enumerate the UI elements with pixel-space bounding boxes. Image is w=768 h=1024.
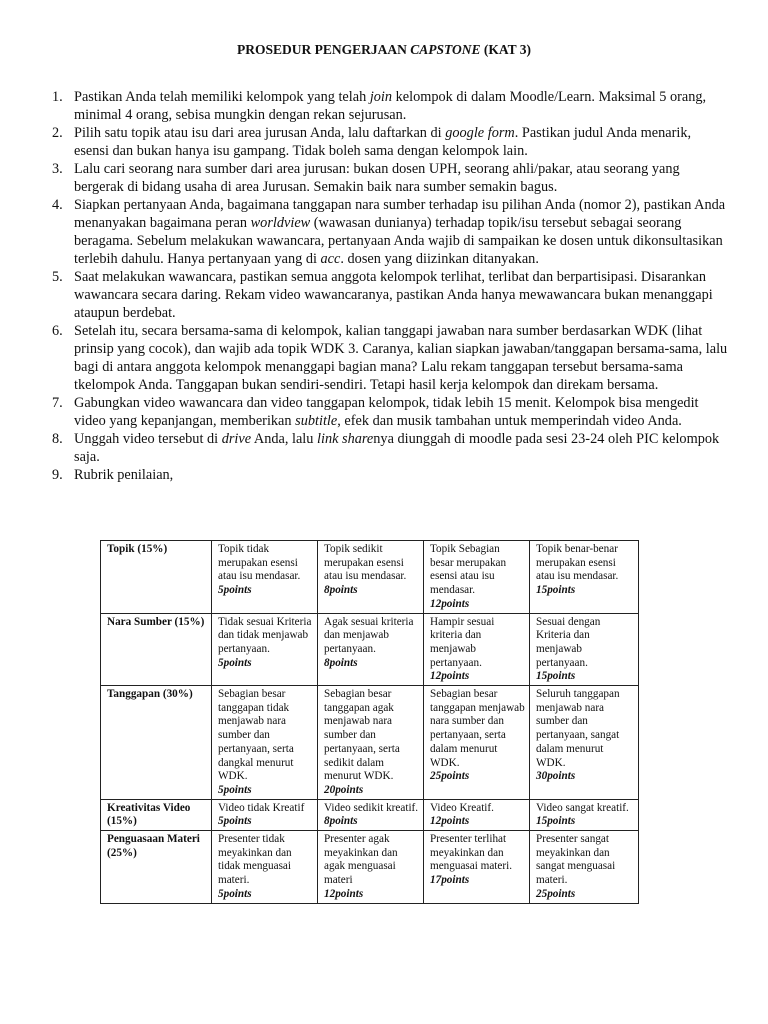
rubric-criterion: Topik (15%) <box>101 541 212 614</box>
rubric-cell-description: Tidak sesuai Kriteria dan tidak menjawab pertanyaan. <box>218 615 312 655</box>
rubric-cell-points: 15points <box>536 670 576 683</box>
rubric-cell-points: 25points <box>536 887 576 900</box>
rubric-row <box>101 831 639 904</box>
rubric-cell-description: Seluruh tanggapan menjawab nara sumber dan pertanyaan, sangat dalam menurut WDK. <box>536 688 620 769</box>
step-text: kelompok di dalam Moodle/Learn. Maksimal 5 orang, minimal 4 orang, sebisa mungkin dengan rekan sejurusan. <box>74 89 707 123</box>
rubric-cell-description: Topik benar-benar merupakan esensi atau isu mendasar. <box>536 543 619 583</box>
step-emphasis-text: subtitle <box>295 413 338 429</box>
procedure-step <box>38 322 728 394</box>
rubric-cell <box>424 799 530 830</box>
step-text: . dosen yang diizinkan ditanyakan. <box>340 251 539 267</box>
step-number: 3. <box>52 161 63 177</box>
step-emphasis-text: link share <box>317 431 374 447</box>
rubric-row <box>101 799 639 830</box>
rubric-cell <box>212 831 318 904</box>
step-emphasis-text: drive <box>221 431 252 447</box>
rubric-cell-description: Presenter sangat meyakinkan dan sangat menguasai materi. <box>536 833 616 887</box>
step-number: 8. <box>52 431 63 447</box>
rubric-cell <box>212 613 318 686</box>
rubric-cell-description: Presenter terlihat meyakinkan dan menguasai materi. <box>430 833 513 873</box>
rubric-cell <box>530 613 639 686</box>
procedure-step <box>38 196 728 268</box>
step-text: Unggah video tersebut di <box>74 431 222 447</box>
step-text: nya diunggah di moodle pada sesi 23-24 oleh PIC kelompok saja. <box>74 431 720 465</box>
rubric-cell-description: Presenter agak meyakinkan dan agak menguasai materi <box>324 833 398 887</box>
rubric-cell-description: Video Kreatif. <box>430 801 494 814</box>
rubric-cell-points: 15points <box>536 815 576 828</box>
step-text: Saat melakukan wawancara, pastikan semua anggota kelompok terlihat, terlibat dan berpartisipasi. Disarankan wawancara secara daring. Rekam video wawancaranya, pastikan Anda hanya mewawancara bukan menanggapi ataupun berdebat. <box>74 269 713 321</box>
rubric-cell-points: 8points <box>324 656 358 669</box>
step-number: 1. <box>52 89 63 105</box>
rubric-cell <box>318 799 424 830</box>
step-text: , efek dan musik tambahan untuk memperindah video Anda. <box>337 413 682 429</box>
rubric-cell-points: 5points <box>218 656 252 669</box>
rubric-cell-points: 5points <box>218 584 252 597</box>
step-text: Pilih satu topik atau isu dari area jurusan Anda, lalu daftarkan di <box>74 125 446 141</box>
procedure-step <box>38 160 728 196</box>
rubric-cell-points: 8points <box>324 584 358 597</box>
rubric-cell-description: Topik tidak merupakan esensi atau isu mendasar. <box>218 543 301 583</box>
procedure-step <box>38 394 728 430</box>
rubric-cell-description: Sesuai dengan Kriteria dan menjawab pertanyaan. <box>536 615 601 669</box>
rubric-criterion: Penguasaan Materi (25%) <box>101 831 212 904</box>
step-text: Rubrik penilaian, <box>74 467 174 483</box>
rubric-cell-points: 25points <box>430 770 470 783</box>
rubric-criterion: Kreativitas Video (15%) <box>101 799 212 830</box>
step-text: Siapkan pertanyaan Anda, bagaimana tanggapan nara sumber terhadap isu pilihan Anda (nomor 2), pastikan Anda menanyakan bagaimana peran <box>74 197 726 231</box>
rubric-row <box>101 541 639 614</box>
step-number: 6. <box>52 323 63 339</box>
title-emphasis: CAPSTONE <box>410 42 481 57</box>
rubric-cell <box>424 686 530 800</box>
rubric-cell-description: Video sangat kreatif. <box>536 801 629 814</box>
procedure-step <box>38 124 728 160</box>
step-text: (wawasan dunianya) terhadap topik/isu tersebut sebagai seorang beragama. Sebelum melakukan wawancara, pertanyaan Anda wajib di sampaikan ke dosen untuk dikonsultasikan terlebih dahulu. Hanya pertanyaan yang di <box>74 215 723 267</box>
rubric-criterion: Nara Sumber (15%) <box>101 613 212 686</box>
step-text: Setelah itu, secara bersama-sama di kelompok, kalian tanggapi jawaban nara sumber berdasarkan WDK (lihat prinsip yang cocok), dan wajib ada topik WDK 3. Caranya, kalian siapkan jawaban/tanggapan bersama-sama, lalu bagi di antara anggota kelompok menanggapi bagian mana? Lalu rekam tanggapan tersebut bersama-sama tkelompok Anda. Tanggapan bukan sendiri-sendiri. Tetapi hasil kerja kelompok dan direkam bersama. <box>74 323 728 393</box>
step-number: 2. <box>52 125 63 141</box>
rubric-cell <box>318 541 424 614</box>
rubric-cell-points: 5points <box>218 783 252 796</box>
step-number: 4. <box>52 197 63 213</box>
rubric-cell <box>212 799 318 830</box>
title-prefix: PROSEDUR PENGERJAAN <box>236 42 411 57</box>
rubric-cell <box>530 799 639 830</box>
rubric-cell <box>212 686 318 800</box>
rubric-cell <box>530 831 639 904</box>
rubric-cell <box>318 831 424 904</box>
step-emphasis-text: join <box>369 89 393 105</box>
step-emphasis-text: worldview <box>250 215 311 231</box>
step-text: Gabungkan video wawancara dan video tanggapan kelompok, tidak lebih 15 menit. Kelompok bisa mengedit video yang kepanjangan, memberikan <box>74 395 699 429</box>
rubric-row <box>101 686 639 800</box>
rubric-cell-points: 12points <box>430 597 470 610</box>
rubric-cell-description: Video tidak Kreatif <box>218 801 305 814</box>
rubric-cell-points: 5points <box>218 815 252 828</box>
rubric-cell-points: 5points <box>218 887 252 900</box>
rubric-cell-description: Video sedikit kreatif. <box>324 801 419 814</box>
rubric-cell-points: 20points <box>324 783 364 796</box>
rubric-cell-description: Topik Sebagian besar merupakan esensi atau isu mendasar. <box>430 543 507 597</box>
rubric-cell-points: 12points <box>430 815 470 828</box>
rubric-cell <box>318 686 424 800</box>
step-emphasis-text: acc <box>320 251 341 267</box>
title-suffix: (KAT 3) <box>480 42 532 57</box>
page-title <box>0 42 768 58</box>
rubric-cell-points: 8points <box>324 815 358 828</box>
procedure-steps-list <box>38 88 728 484</box>
step-number: 7. <box>52 395 63 411</box>
rubric-cell <box>212 541 318 614</box>
step-text: . Pastikan judul Anda menarik, esensi dan bukan hanya isu gampang. Tidak boleh sama dengan kelompok lain. <box>74 125 692 159</box>
procedure-step <box>38 268 728 322</box>
rubric-cell <box>530 541 639 614</box>
rubric-cell-description: Sebagian besar tanggapan menjawab nara sumber dan pertanyaan, serta dalam menurut WDK. <box>430 688 525 769</box>
rubric-cell-points: 15points <box>536 584 576 597</box>
rubric-cell-points: 12points <box>430 670 470 683</box>
rubric-cell-points: 30points <box>536 770 576 783</box>
rubric-cell <box>530 686 639 800</box>
rubric-cell-points: 12points <box>324 887 364 900</box>
step-emphasis-text: google form <box>445 125 515 141</box>
procedure-step <box>38 88 728 124</box>
rubric-cell-points: 17points <box>430 874 470 887</box>
rubric-cell <box>318 613 424 686</box>
rubric-cell-description: Topik sedikit merupakan esensi atau isu mendasar. <box>324 543 407 583</box>
rubric-cell-description: Presenter tidak meyakinkan dan tidak menguasai materi. <box>218 833 292 887</box>
procedure-step <box>38 430 728 466</box>
rubric-cell-description: Agak sesuai kriteria dan menjawab pertanyaan. <box>324 615 414 655</box>
step-text: Anda, lalu <box>251 431 318 447</box>
step-number: 5. <box>52 269 63 285</box>
procedure-step <box>38 466 728 484</box>
step-text: Pastikan Anda telah memiliki kelompok yang telah <box>74 89 370 105</box>
rubric-cell <box>424 831 530 904</box>
rubric-cell-description: Hampir sesuai kriteria dan menjawab pertanyaan. <box>430 615 495 669</box>
rubric-cell <box>424 541 530 614</box>
step-text: Lalu cari seorang nara sumber dari area jurusan: bukan dosen UPH, seorang ahli/pakar, atau seorang yang bergerak di bidang usaha di area Jurusan. Semakin baik nara sumber semakin bagus. <box>74 161 680 195</box>
rubric-criterion: Tanggapan (30%) <box>101 686 212 800</box>
rubric-row <box>101 613 639 686</box>
rubric-table <box>100 540 639 904</box>
rubric-cell <box>424 613 530 686</box>
step-number: 9. <box>52 467 63 483</box>
rubric-cell-description: Sebagian besar tanggapan tidak menjawab nara sumber dan pertanyaan, serta dangkal menurut WDK. <box>218 688 294 783</box>
rubric-cell-description: Sebagian besar tanggapan agak menjawab nara sumber dan pertanyaan, serta sedikit dalam menurut WDK. <box>324 688 400 783</box>
